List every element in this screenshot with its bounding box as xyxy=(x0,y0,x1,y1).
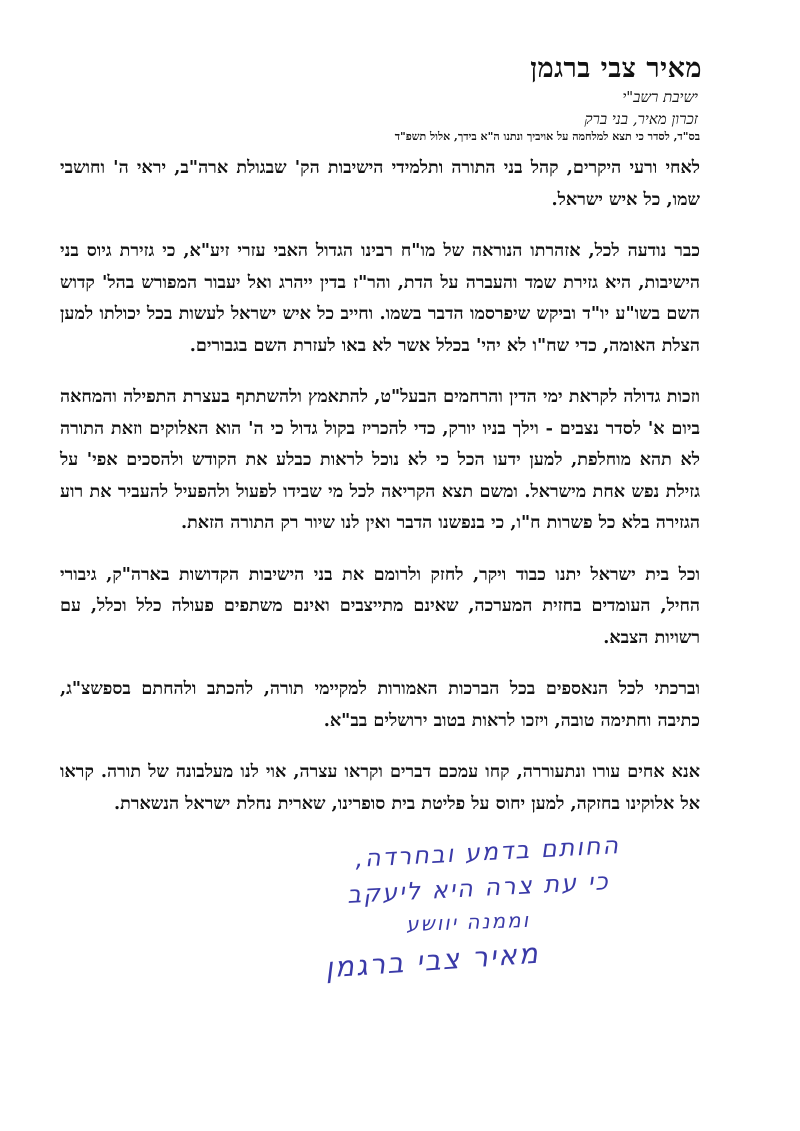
signature-line: החותם בדמע ובחרדה, xyxy=(354,831,621,873)
date-line: בס"ד, לסדר כי תצא למלחמה על אויביך ונתנו ה"א בידך, אלול תשפ"ד xyxy=(394,130,700,143)
paragraph-honor: וכל בית ישראל יתנו כבוד ויקר, לחזק ולרומם את בני הישיבות הקדושות בארה"ק, גיבורי החיל, העומדים בחזית המערכה, שאינם מתייצבים ואינם משתפים פעולה כלל וכלל, עם רשויות הצבא. xyxy=(60,563,700,648)
paragraph-rally: וזכות גדולה לקראת ימי הדין והרחמים הבעל"ט, להתאמץ ולהשתתף בעצרת התפילה והמחאה ביום א' לסדר נצבים - וילך בניו יורק, כדי להכריז בקול גדול כי ה' הוא האלוקים וזאת התורה לא תהא מוחלפת, למען ידעו הכל כי לא נוכל לראות כבלע את הקודש ולהסכים אפי' על גזילת נפש אחת מישראל. ומשם תצא הקריאה לכל מי שבידו לפעול ולהפעיל להעביר את רוע הגזירה בלא כל פשרות ח"ו, כי בנפשנו הדבר ואין לנו שיור רק התורה הזאת. xyxy=(60,386,700,533)
signature-line: וממנה יוושע xyxy=(405,907,531,937)
letter-body xyxy=(60,152,700,839)
letterhead-yeshiva: ישיבת רשב"י xyxy=(622,88,698,106)
handwritten-signature xyxy=(200,831,621,998)
letterhead-address: זכרון מאיר, בני ברק xyxy=(584,110,698,128)
letterhead xyxy=(442,52,702,130)
paragraph-plea: אנא אחים עורו ונתעוררה, קחו עמכם דברים וקראו עצרה, אוי לנו מעלבונה של תורה. קראו אל אלוקינו בחזקה, למען יחוס על פליטת בית סופרינו, שארית נחלת ישראל הנשארת. xyxy=(60,761,700,814)
letterhead-name: מאיר צבי ברגמן xyxy=(530,53,702,84)
paragraph-blessing: וברכתי לכל הנאספים בכל הברכות האמורות למקיימי תורה, להכתב ולהחתם בספשצ"ג, כתיבה וחתימה טובה, ויזכו לראות בטוב ירושלים בב"א. xyxy=(60,678,700,731)
signature-name: מאיר צבי ברגמן xyxy=(324,936,541,985)
paragraph-warning: כבר נודעה לכל, אזהרתו הנוראה של מו"ח רבינו הגדול האבי עזרי זיע"א, כי גזירת גיוס בני הישיבות, היא גזירת שמד והעברה על הדת, והר"ז בדין ייהרג ואל יעבור המפורש בהל' קדוש השם בשו"ע יו"ד וביקש שיפרסמו הדבר בשמו. וחייב כל איש ישראל לעשות בכל יכולתו למען הצלת האומה, כדי שח"ו לא יהי' בכלל אשר לא באו לעזרת השם בגבורים. xyxy=(60,240,700,356)
signature-line: כי עת צרה היא ליעקב xyxy=(346,867,611,909)
paragraph-greeting: לאחי ורעי היקרים, קהל בני התורה ותלמידי הישיבות הק' שבגולת ארה"ב, יראי ה' וחושבי שמו, כל איש ישראל. xyxy=(60,157,700,210)
